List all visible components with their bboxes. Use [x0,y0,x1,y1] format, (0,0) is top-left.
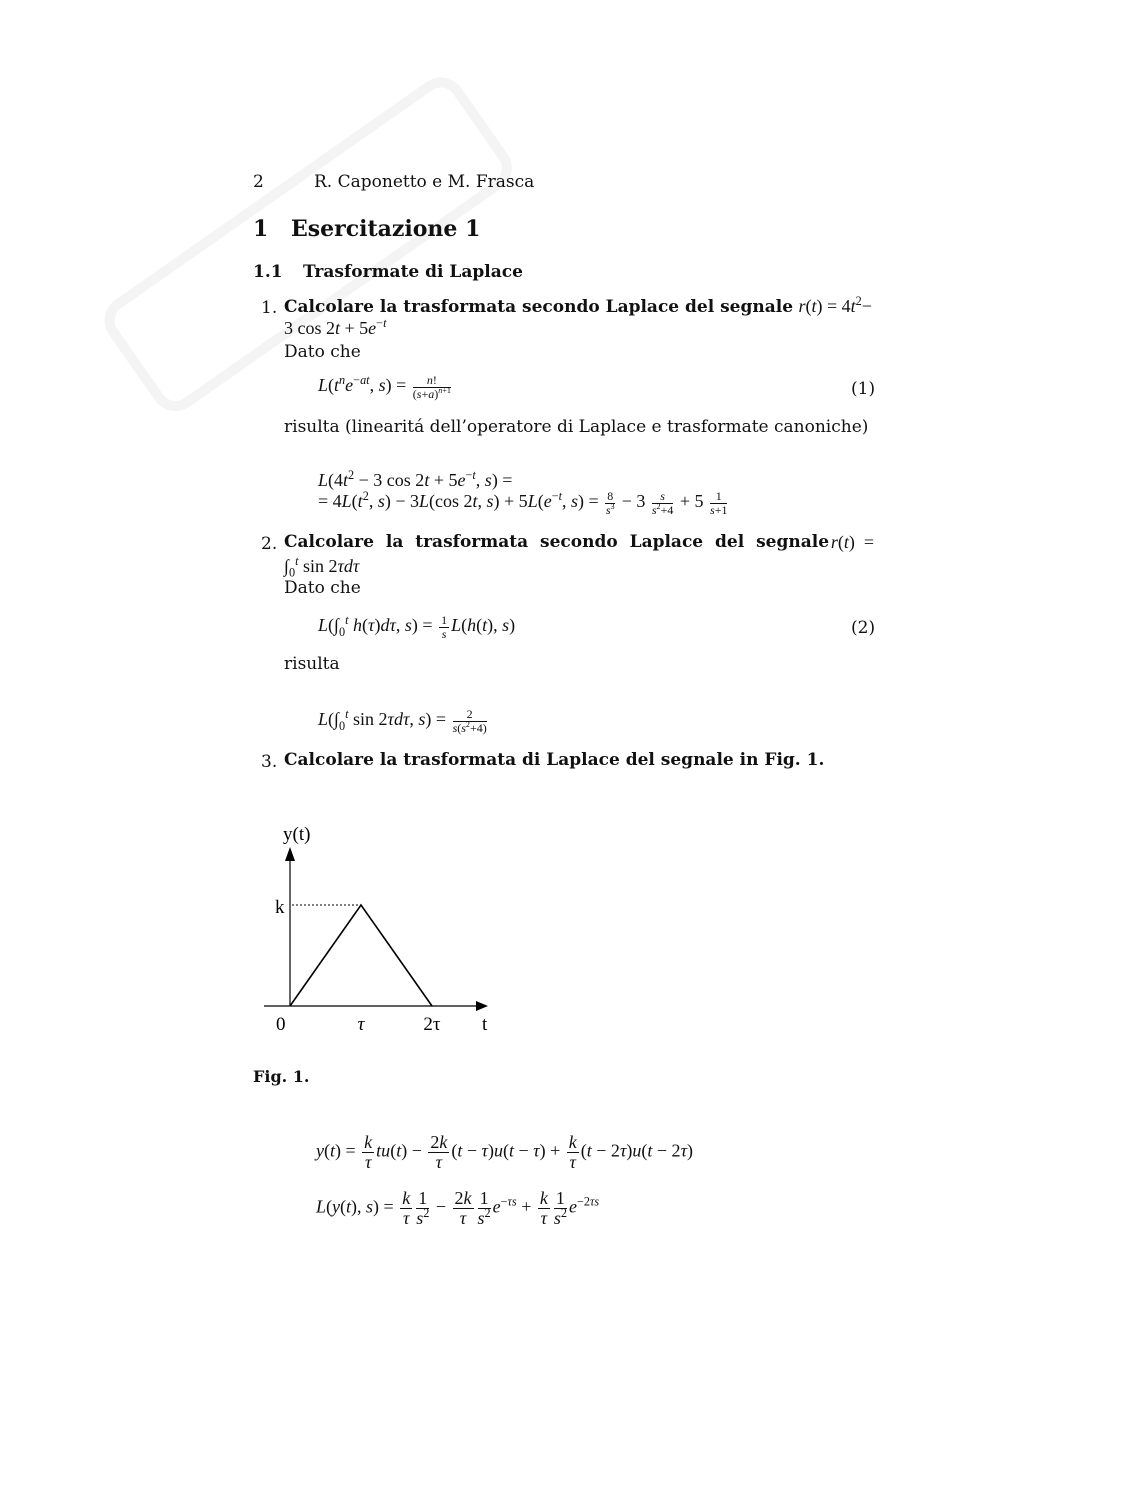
item-2-signal-a: r(t) = [830,532,874,552]
figure-1-plot [258,815,498,1040]
item-1-given: Dato che [284,342,361,362]
equation-2-number: (2) [851,618,876,638]
item-1-number: 1. [261,298,278,318]
equation-1-result-a: $L(4t^2 - 3$ $\cos 2t + 5e^{-t}$, s) = [318,468,513,490]
item-3-statement: Calcolare la trasformata di Laplace del segnale in Fig. 1. [284,750,825,770]
page-number: 2 [253,172,264,192]
figure-1-caption: Fig. 1. [253,1067,310,1086]
item-1-signal-b: 3 $\cos 2t + 5e^{-t}$ [284,316,387,338]
equation-1-result-b: = $4L(t^2$, s) − 3L(cos 2t, $s) + 5L(e^{-t}$, s) = $\frac{8}{s^3}$ − 3 $\frac{s}{s^2+4}$ + 5 $\frac{1}{s+1}$ [318,489,728,517]
item-1-statement: Calcolare la trasformata secondo Laplace del segnale [284,297,794,317]
x-axis-label: t [482,1014,488,1035]
section-title: Esercitazione 1 [291,216,481,242]
tick-tau-label: τ [357,1014,365,1035]
equation-1-number: (1) [851,379,876,399]
item-2-given: Dato che [284,578,361,598]
equation-2: $L(\int_0^t$ h(τ)dτ, s) = $\frac{1}{s}$ L(h(t), s) [318,613,516,641]
origin-label: 0 [276,1014,286,1035]
item-2-number: 2. [261,534,278,554]
subsection-number: 1.1 [253,262,283,282]
running-authors: R. Caponetto e M. Frasca [314,172,535,192]
x-axis-arrow [476,1001,488,1011]
equation-y-t: y(t) = $\frac{k}{\tau}$ tu(t) − $\frac{2k}{\tau}$ (t − τ)u(t − τ) + $\frac{k}{\tau}$ (t − 2τ)u(t − 2τ) [316,1132,694,1172]
item-1-statement-line [284,296,872,317]
equation-laplace-y: L(y(t), s) = $\frac{k}{\tau}$ $\frac{1}{s^2}$ − $\frac{2k}{\tau}$ $\frac{1}{s^2}$ $e^{-\tau s}$ + $\frac{k}{\tau}$ $\frac{1}{s^2}$ $e^{-2\tau s}$ [316,1188,600,1228]
tick-2tau-label: 2τ [423,1014,441,1035]
item-2-statement-line [284,532,874,553]
watermark [60,60,540,440]
item-2-statement: Calcolare la trasformata secondo Laplace del segnale [284,532,830,552]
item-3-number: 3. [261,752,278,772]
equation-2-result: $L(\int_0^t$ sin 2τdτ, s) = $\frac{2}{s(s^2+4)}$ [318,707,487,735]
item-1-result-intro: risulta (linearitá dell’operatore di Laplace e trasformate canoniche) [284,417,869,437]
signal-triangle [290,905,432,1006]
y-axis-arrow [285,847,295,861]
subsection-title: Trasformate di Laplace [303,262,523,282]
peak-label: k [275,897,285,918]
y-axis-label: y(t) [283,824,311,845]
equation-1: $L(t^ne^{-at}$, s) = $\frac{n!}{(s+a)^{n+1}}$ [318,373,451,401]
item-2-signal-b: $\int_0^t$ sin 2τdτ [284,554,360,580]
item-1-signal-a: $r(t) = 4t^2-$ [798,294,872,316]
section-number: 1 [253,216,269,242]
item-2-result-intro: risulta [284,654,340,674]
